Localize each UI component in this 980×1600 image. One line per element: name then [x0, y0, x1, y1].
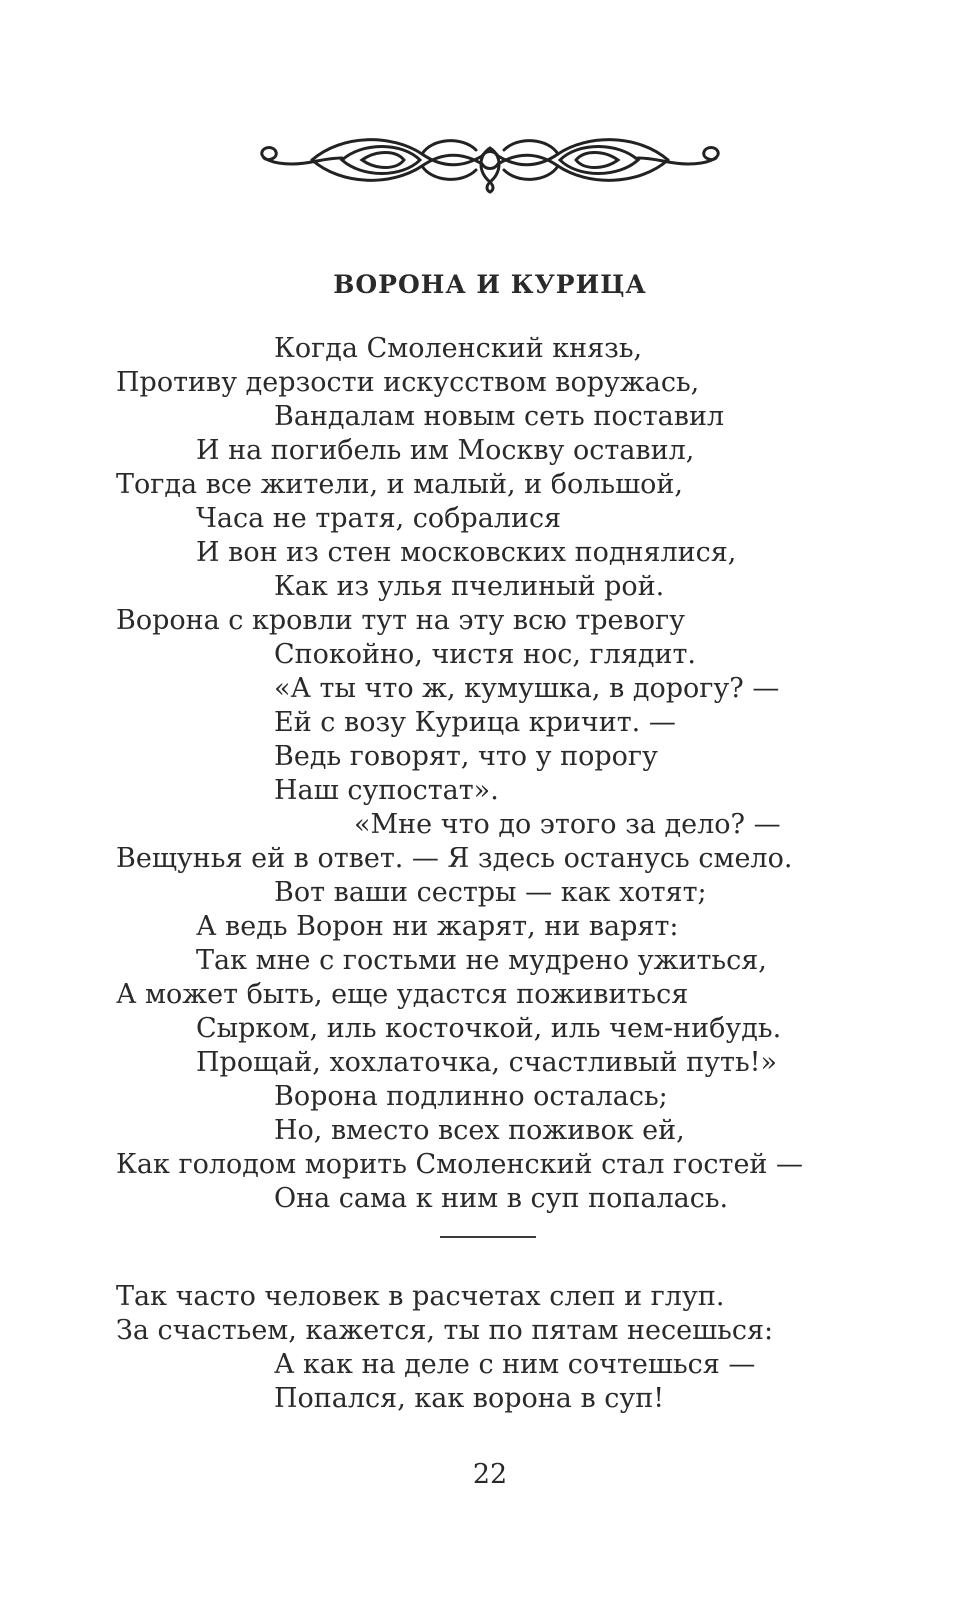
poem-line: Так мне с гостьми не мудрено ужиться,	[196, 945, 767, 976]
poem-line: Сырком, иль косточкой, иль чем-нибудь.	[196, 1013, 782, 1044]
poem-line: Тогда все жители, и малый, и большой,	[116, 469, 684, 500]
poem-line: Вещунья ей в ответ. — Я здесь останусь смело.	[116, 843, 793, 874]
poem-line: Часа не тратя, собралися	[196, 503, 562, 534]
decorative-flourish-icon	[252, 128, 728, 194]
poem-line: «А ты что ж, кумушка, в дорогу? —	[274, 673, 780, 704]
poem-line: И вон из стен московских поднялися,	[196, 537, 737, 568]
poem-line: Вандалам новым сеть поставил	[274, 401, 725, 432]
poem-line: Но, вместо всех поживок ей,	[274, 1115, 685, 1146]
poem-line: Когда Смоленский князь,	[274, 333, 643, 364]
poem-line: Как из улья пчелиный рой.	[274, 571, 665, 602]
poem-line: Ворона с кровли тут на эту всю тревогу	[116, 605, 686, 636]
poem-line: Прощай, хохлаточка, счастливый путь!»	[196, 1047, 778, 1078]
poem-line: Противу дерзости искусством воружась,	[116, 367, 700, 398]
moral-line: За счастьем, кажется, ты по пятам несешься:	[116, 1315, 774, 1346]
poem-line: Вот ваши сестры — как хотят;	[274, 877, 707, 908]
poem-line: Ей с возу Курица кричит. —	[274, 707, 676, 738]
poem-line: А может быть, еще удастся поживиться	[116, 979, 689, 1010]
moral-line: Так часто человек в расчетах слеп и глуп.	[116, 1281, 725, 1312]
moral-line: Попался, как ворона в суп!	[274, 1383, 665, 1414]
poem-line: Ведь говорят, что у порогу	[274, 741, 658, 772]
poem-line: И на погибель им Москву оставил,	[196, 435, 695, 466]
poem-line: Она сама к ним в суп попалась.	[274, 1183, 729, 1214]
poem-line: А ведь Ворон ни жарят, ни варят:	[196, 911, 679, 942]
section-divider	[440, 1236, 536, 1238]
poem-line: «Мне что до этого за дело? —	[354, 809, 781, 840]
poem-line: Наш супостат».	[274, 775, 499, 806]
page-number: 22	[472, 1459, 508, 1490]
poem-line: Как голодом морить Смоленский стал гостей —	[116, 1149, 803, 1180]
poem-line: Спокойно, чистя нос, глядит.	[274, 639, 696, 670]
moral-line: А как на деле с ним сочтешься —	[274, 1349, 756, 1380]
poem-line: Ворона подлинно осталась;	[274, 1081, 668, 1112]
poem-title: ВОРОНА И КУРИЦА	[333, 270, 647, 299]
